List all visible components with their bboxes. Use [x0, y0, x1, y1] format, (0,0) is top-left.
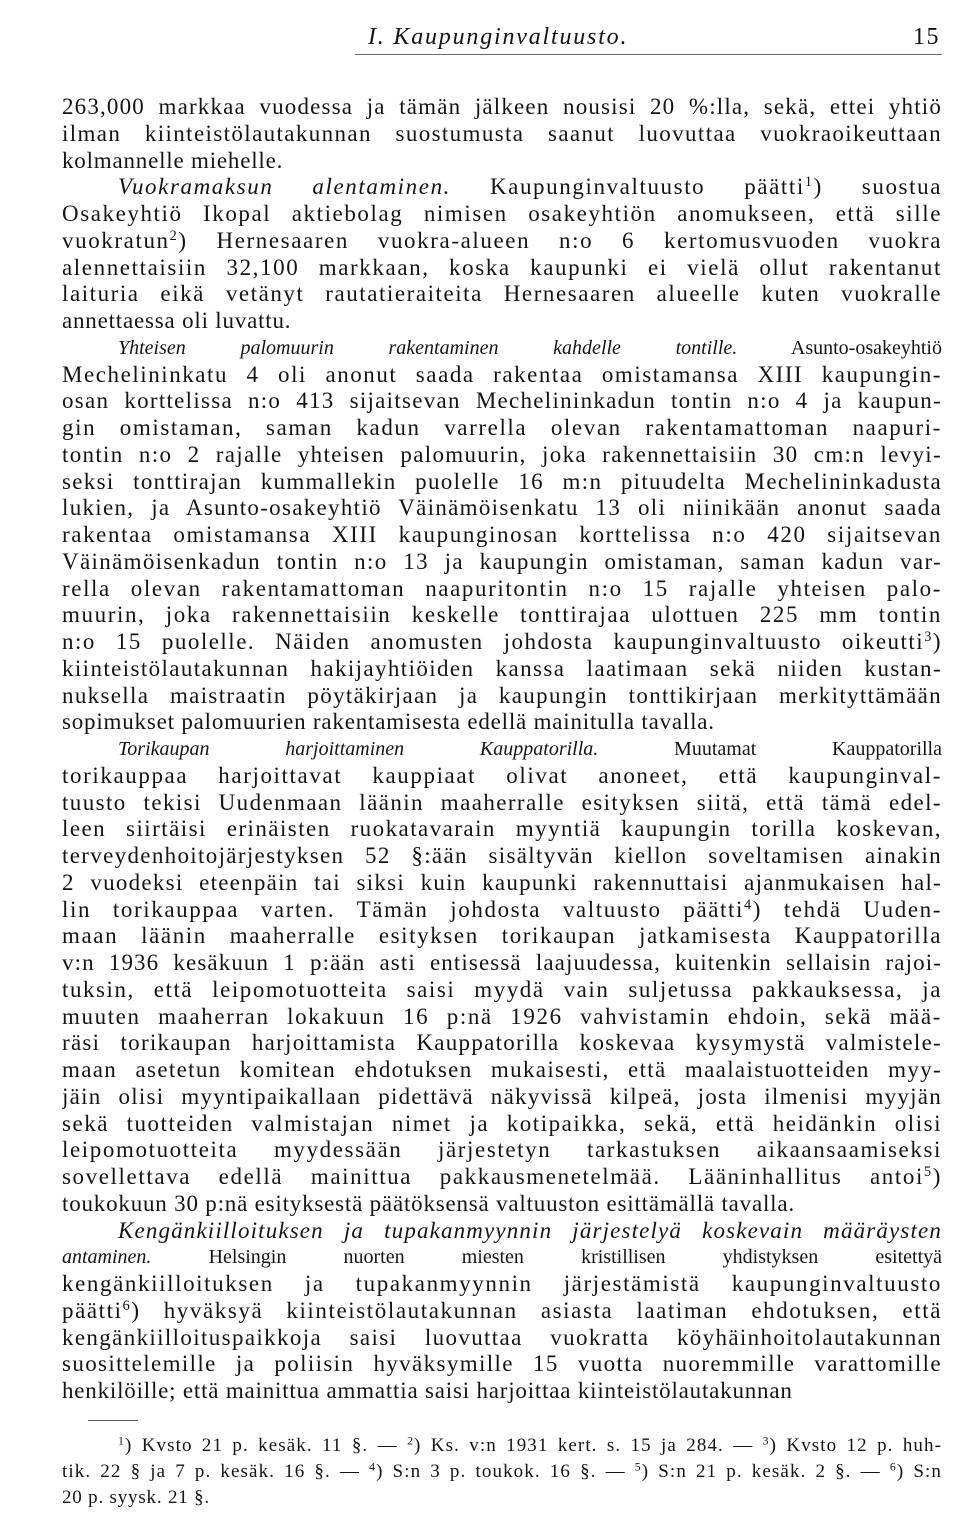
text-line-content: [62, 442, 942, 467]
text-run: räsi torikaupan harjoittamista Kauppatorilla koskevaa kysymystä valmistele-: [62, 1030, 942, 1056]
text-line: [62, 94, 942, 121]
text-line: [62, 121, 942, 148]
footnote-marker: 4: [744, 896, 753, 913]
text-line-content: [62, 201, 942, 226]
section-heading: Kengänkiilloituksen ja tupakanmyynnin järjestelyä koskevain määräysten: [118, 1217, 942, 1243]
text-run: henkilöille; että mainittua ammattia saisi harjoittaa kiinteistölautakunnan: [62, 1378, 793, 1403]
text-line: [62, 1351, 942, 1378]
text-run: tik. 22 § ja 7 p. kesäk. 16 §. —: [62, 1461, 370, 1482]
text-line-content: [62, 977, 942, 1002]
text-line: [62, 923, 942, 950]
paragraph: [62, 335, 942, 736]
text-run: kengänkiilloituksen ja tupakanmyynnin järjestämistä kaupunginvaltuusto: [62, 1271, 942, 1296]
text-run: laituria eikä vetänyt rautatieraiteita Hernesaaren alueelle kuten vuokralle: [62, 281, 942, 307]
text-line: [62, 1030, 942, 1057]
text-run: ) Ks. v:n 1931 kert. s. 15 ja 284. —: [414, 1435, 763, 1456]
text-line: [62, 415, 942, 442]
running-head: [62, 22, 942, 56]
text-line: [62, 1378, 942, 1405]
text-line-content: [62, 629, 942, 654]
text-line: [62, 977, 942, 1004]
text-run: Muutamat Kauppatorilla: [598, 738, 942, 760]
text-line: [62, 522, 942, 549]
footnote-line-content: [62, 1487, 210, 1508]
text-run: alennettaisiin 32,100 markkaan, koska kaupunki ei vielä ollut rakentanut: [62, 254, 942, 280]
footnote-marker: 4: [369, 1460, 377, 1474]
text-line-content: [62, 1057, 942, 1082]
text-run: sovellettava edellä mainittua pakkausmenetelmää. Lääninhallitus antoi: [62, 1164, 924, 1189]
text-line-content: [62, 281, 942, 306]
text-run: nuksella maistraatin pöytäkirjaan ja kaupungin tonttikirjaan merkityttämään: [62, 682, 942, 708]
text-run: Asunto-osakeyhtiö: [737, 336, 942, 359]
text-run: ilman kiinteistölautakunnan suostumusta saanut luovuttaa vuokraoikeuttaan: [62, 120, 942, 146]
text-line-content: [62, 656, 942, 681]
text-run: ): [932, 1164, 942, 1189]
text-run: 20 p. syysk. 21 §.: [62, 1487, 210, 1508]
text-line: [62, 495, 942, 522]
text-line-content: [118, 1218, 942, 1243]
text-line: [62, 790, 942, 817]
text-line-content: [62, 1325, 942, 1350]
text-line: [62, 549, 942, 576]
text-line: [62, 683, 942, 710]
text-run: gin omistaman, saman kadun varrella olevan rakentamattoman naapuri-: [62, 415, 942, 440]
text-run: 263,000 markkaa vuodessa ja tämän jälkeen nousisi 20 %:lla, sekä, ettei yhtiö: [62, 94, 942, 119]
text-run: maan läänin maaherralle esityksen torikaupan jatkamisesta Kauppatorilla: [62, 923, 942, 949]
text-line: [62, 763, 942, 790]
text-run: tontin n:o 2 rajalle yhteisen palomuurin, joka rakennettaisiin 30 cm:n levyi-: [62, 441, 942, 467]
text-line: [62, 576, 942, 603]
text-run: 2 vuodeksi eteenpäin tai siksi kuin kaupunki rakennuttaisi ajanmukaisen hal-: [62, 869, 942, 895]
text-run: torikauppaa harjoittavat kauppiaat olivat anoneet, että kaupunginval-: [62, 762, 942, 788]
text-line-content: [62, 522, 942, 547]
text-line-content: [62, 950, 942, 975]
text-run: osan korttelissa n:o 413 sijaitsevan Mechelininkadun tontin n:o 4 ja kaupun-: [62, 388, 942, 414]
text-run: ) suostua: [813, 174, 942, 200]
section-heading: Torikaupan harjoittaminen Kauppatorilla.: [118, 738, 599, 760]
text-run: terveydenhoitojärjestyksen 52 §:ään sisältyvän kiellon soveltamisen ainakin: [62, 843, 942, 868]
text-line-content: [62, 549, 942, 574]
text-line-content: [62, 923, 942, 948]
text-run: maan asetetun komitean ehdotuksen mukaisesti, että maalaistuotteiden myy-: [62, 1057, 942, 1082]
text-run: sekä tuotteiden valmistajan nimet ja kotipaikka, sekä, että heidänkin olisi: [62, 1110, 942, 1136]
text-run: rakentaa omistamansa XIII kaupunginosan korttelissa n:o 420 sijaitsevan: [62, 522, 942, 547]
footnote-marker: 1: [804, 174, 814, 191]
paragraph: [62, 174, 942, 335]
text-run: ) S:n 21 p. kesäk. 2 §. —: [641, 1461, 890, 1482]
text-run: tuksin, että leipomotuotteita saisi myydä vain suljetussa pakkauksessa, ja: [62, 976, 942, 1002]
text-line: [62, 469, 942, 496]
paragraph: [62, 1218, 942, 1405]
footnote-marker: 6: [889, 1460, 897, 1474]
text-line: [62, 255, 942, 282]
body-text: [62, 94, 942, 1405]
text-line-content: [62, 1246, 942, 1268]
text-run: leipomotuotteita myydessään järjestetyn tarkastuksen aikaansaamiseksi: [62, 1137, 942, 1163]
text-line-content: [118, 738, 942, 760]
text-run: kiinteistölautakunnan hakijayhtiöiden kanssa laatimaan sekä niiden kustan-: [62, 655, 942, 681]
text-run: muurin, joka rakennettaisiin keskelle tonttirajaa ulottuen 225 mm tontin: [62, 602, 942, 628]
text-line-content: [62, 843, 942, 868]
text-line: [62, 709, 942, 736]
text-run: n:o 15 puolelle. Näiden anomusten johdosta kaupunginvaltuusto oikeutti: [62, 629, 925, 654]
text-line-content: [62, 415, 942, 440]
text-run: sopimukset palomuurien rakentamisesta edellä mainitulla tavalla.: [62, 709, 715, 735]
footnote-line: [62, 1485, 942, 1511]
footnotes: [62, 1433, 942, 1511]
text-line: [62, 1004, 942, 1031]
text-run: ) hyväksyä kiinteistölautakunnan asiasta laatiman ehdotuksen, että: [131, 1297, 942, 1323]
text-line: [62, 736, 942, 763]
running-head-title: I. Kaupunginvaltuusto.: [368, 24, 629, 50]
text-line-content: [62, 148, 283, 173]
footnote-line: [62, 1459, 942, 1485]
text-line: [62, 656, 942, 683]
text-run: Väinämöisenkadun tontin n:o 13 ja kaupungin omistaman, saman kadun var-: [62, 548, 942, 574]
text-line-content: [62, 308, 291, 333]
text-line: [62, 148, 942, 175]
text-line: [62, 629, 942, 656]
text-line: [62, 897, 942, 924]
text-line: [62, 228, 942, 255]
footnote-line: [62, 1433, 942, 1459]
text-run: Osakeyhtiö Ikopal aktiebolag nimisen osakeyhtiön anomukseen, että sille: [62, 201, 942, 226]
text-line-content: [62, 1271, 942, 1296]
text-line-content: [62, 1378, 793, 1403]
text-line: [62, 281, 942, 308]
text-line-content: [62, 1164, 942, 1189]
text-line-content: [118, 337, 942, 359]
footnote-marker: 3: [924, 629, 933, 646]
text-run: päätti: [62, 1297, 123, 1323]
text-run: jäin olisi myyntipaikallaan pidettävä näkyvissä kilpeä, josta ilmenisi myyjän: [62, 1083, 942, 1109]
text-line-content: [62, 388, 942, 413]
text-run: Kaupunginvaltuusto päätti: [451, 174, 805, 200]
text-line-content: [62, 1298, 942, 1323]
text-run: ) Hernesaaren vuokra-alueen n:o 6 kertomusvuoden vuokra: [178, 227, 942, 253]
section-heading: antaminen.: [62, 1246, 152, 1269]
text-run: seksi tonttirajan kummallekin puolelle 16 m:n pituudelta Mechelininkadusta: [62, 468, 942, 494]
text-line: [62, 1137, 942, 1164]
text-line-content: [62, 897, 942, 922]
text-run: v:n 1936 kesäkuun 1 p:ään asti entisessä laajuudessa, kuitenkin sellaisin rajoi-: [62, 950, 942, 975]
page-number: 15: [913, 24, 940, 50]
text-line-content: [62, 709, 715, 734]
text-line: [62, 1271, 942, 1298]
text-line: [62, 843, 942, 870]
paragraph: [62, 94, 942, 174]
text-line-content: [62, 228, 942, 253]
paragraph: [62, 736, 942, 1218]
text-run: ) tehdä Uuden-: [752, 896, 942, 922]
text-line-content: [62, 255, 942, 280]
text-line: [62, 950, 942, 977]
text-run: ) S:n: [896, 1461, 942, 1482]
text-run: ) Kvsto 12 p. huh-: [769, 1435, 942, 1456]
header-rule: [355, 54, 942, 55]
text-run: kolmannelle miehelle.: [62, 147, 284, 173]
text-run: Mechelininkatu 4 oli anonut saada rakentaa omistamansa XIII kaupungin-: [62, 361, 942, 387]
text-run: ) Kvsto 21 p. kesäk. 11 §. —: [124, 1435, 408, 1456]
footnote-marker: 6: [122, 1297, 132, 1314]
text-line-content: [62, 1137, 942, 1162]
footnote-separator: [88, 1420, 138, 1421]
text-run: annettaessa oli luvattu.: [62, 308, 292, 333]
text-run: rella olevan rakentamattoman naapuritontin n:o 15 rajalle yhteisen palo-: [62, 575, 942, 601]
section-heading: Yhteisen palomuurin rakentaminen kahdelle tontille.: [118, 336, 738, 359]
text-line: [62, 201, 942, 228]
text-run: ): [932, 629, 942, 654]
text-line-content: [62, 1111, 942, 1136]
text-line-content: [62, 790, 942, 815]
text-line-content: [62, 121, 942, 146]
text-line: [62, 1164, 942, 1191]
text-line: [62, 335, 942, 362]
footnote-marker: 5: [634, 1460, 642, 1474]
text-line-content: [62, 1351, 942, 1376]
text-line: [62, 1244, 942, 1271]
text-line: [62, 174, 942, 201]
text-line-content: [118, 174, 942, 199]
text-line-content: [62, 602, 942, 627]
text-line-content: [62, 1191, 795, 1216]
text-run: lin torikauppaa varten. Tämän johdosta valtuusto päätti: [62, 896, 745, 922]
text-line-content: [62, 495, 942, 520]
text-line-content: [62, 816, 942, 841]
text-run: kengänkiilloituspaikkoja saisi luovuttaa vuokratta köyhäinhoitolautakunnan: [62, 1324, 942, 1350]
footnote-marker: 1: [118, 1434, 125, 1448]
footnote-line-content: [62, 1461, 942, 1482]
text-line-content: [62, 1084, 942, 1109]
section-heading: Vuokramaksun alentaminen.: [118, 174, 452, 200]
text-line: [62, 1298, 942, 1325]
text-run: ) S:n 3 p. toukok. 16 §. —: [376, 1461, 635, 1482]
text-line: [62, 1191, 942, 1218]
text-line-content: [62, 683, 942, 708]
footnote-marker: 2: [407, 1434, 415, 1448]
text-line-content: [62, 469, 942, 494]
text-line-content: [62, 1030, 942, 1055]
text-line: [62, 362, 942, 389]
footnote-marker: 5: [924, 1164, 933, 1181]
text-line: [62, 1057, 942, 1084]
text-line-content: [62, 870, 942, 895]
footnote-marker: 2: [169, 227, 179, 244]
text-line: [62, 602, 942, 629]
text-run: lukien, ja Asunto-osakeyhtiö Väinämöisenkatu 13 oli niinikään anonut saada: [62, 495, 942, 521]
text-line-content: [62, 362, 942, 387]
text-line: [62, 1111, 942, 1138]
text-run: vuokratun: [62, 227, 170, 253]
text-run: tuusto tekisi Uudenmaan läänin maaherralle esityksen siitä, että tämä edel-: [62, 789, 942, 815]
text-run: leen siirtäisi erinäisten ruokatavarain myyntiä kaupungin torilla koskevan,: [62, 816, 942, 842]
footnote-line-content: [118, 1435, 942, 1456]
footnote-marker: 3: [762, 1434, 770, 1448]
text-line: [62, 388, 942, 415]
text-line-content: [62, 94, 942, 119]
text-run: suosittelemille ja poliisin hyväksymille 15 vuotta nuoremmille varattomille: [62, 1351, 942, 1377]
text-line-content: [62, 763, 942, 788]
text-line: [62, 308, 942, 335]
text-line: [62, 1218, 942, 1245]
text-run: Helsingin nuorten miesten kristillisen yhdistyksen esitettyä: [151, 1246, 942, 1269]
text-line: [62, 870, 942, 897]
text-line: [62, 1325, 942, 1352]
text-line-content: [62, 1004, 942, 1029]
text-run: toukokuun 30 p:nä esityksestä päätöksensä valtuuston esittämällä tavalla.: [62, 1190, 795, 1216]
text-line-content: [62, 576, 942, 601]
text-line: [62, 1084, 942, 1111]
text-line: [62, 816, 942, 843]
text-line: [62, 442, 942, 469]
text-run: muuten maaherran lokakuun 16 p:nä 1926 vahvistamin ehdoin, sekä mää-: [62, 1003, 942, 1029]
